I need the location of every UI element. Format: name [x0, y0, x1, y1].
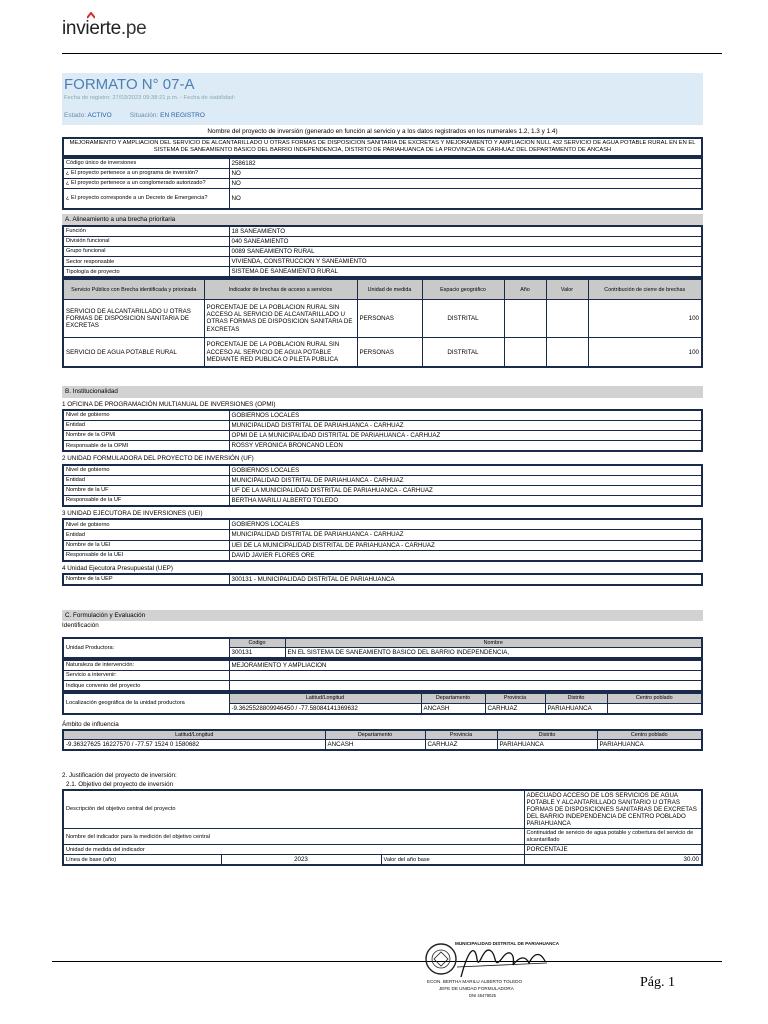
cell: 100 [588, 337, 702, 367]
column-header: Departamento [325, 730, 425, 740]
ambito-table [62, 729, 703, 751]
row-value: 040 SANEAMIENTO [229, 236, 702, 246]
table-row [63, 740, 702, 751]
cell: PARIAHUANCA [497, 740, 597, 751]
row-value: 2586182 [229, 158, 702, 169]
logo-prefix: inv [62, 18, 86, 39]
invierte-logo [62, 18, 146, 40]
row-label: Responsable de la OPMI [63, 441, 229, 452]
up-codigo: 300131 [229, 647, 285, 658]
row-value: 18 SANEAMIENTO [229, 226, 702, 237]
cell [546, 337, 588, 367]
table-row [63, 299, 702, 337]
row-label: Entidad [63, 475, 229, 485]
cell: CARHUAZ [485, 703, 545, 714]
column-header: Valor [546, 279, 588, 299]
uep-title: 4 Unidad Ejecutora Presupuestal (UEP) [62, 564, 173, 572]
estado-label: Estado: [64, 112, 87, 119]
base-year: 2023 [221, 855, 381, 866]
row-label: Código único de inversiones [63, 158, 229, 169]
uei-title: 3 UNIDAD EJECUTORA DE INVERSIONES (UEI) [62, 510, 203, 518]
column-header: Unidad de medida [357, 279, 422, 299]
column-header: Espacio geográfico [422, 279, 504, 299]
uf-table [62, 464, 703, 508]
row-value [229, 671, 702, 681]
row-label: Nivel de gobierno [63, 519, 229, 530]
project-name-title: Nombre del proyecto de inversión (generado en función al servicio y a los datos registrados en los numerales 1.2, 1.3 y 1.4) [207, 128, 558, 135]
table-row [63, 236, 702, 246]
cell: PARIAHUANCA [597, 740, 702, 751]
row-value: UEI DE LA MUNICIPALIDAD DISTRITAL DE PARIAHUANCA - CARHUAZ [229, 540, 702, 550]
row-label: ¿ El proyecto pertenece a un conglomerado autorizado? [63, 178, 229, 188]
cell [504, 299, 546, 337]
table-row [63, 829, 702, 845]
table-row [63, 441, 702, 452]
row-value: GOBIERNOS LOCALES [229, 465, 702, 476]
stamp-line-3: JEFE DE UNIDAD FORMULADORA [439, 986, 514, 991]
stamp-line-2: ECON. BERTHA MARILU ALBERTO TOLEDO [427, 979, 523, 984]
row-value: NO [229, 189, 702, 209]
cell: PORCENTAJE DE LA POBLACION RURAL SIN ACCESO AL SERVICIO DE AGUA POTABLE MEDIANTE RED PUBLICA O PILETA PUBLICA [204, 337, 357, 367]
row-label: Unidad Productora: [63, 638, 229, 658]
row-label: Nivel de gobierno [63, 465, 229, 476]
row-label: Descripción del objetivo central del proyecto [63, 790, 524, 829]
table-row [63, 681, 702, 692]
column-header: Provincia [425, 730, 497, 740]
table-row [63, 431, 702, 441]
column-header: Provincia [485, 693, 545, 703]
table-row [63, 540, 702, 550]
row-label: División funcional [63, 236, 229, 246]
column-header: Codigo [229, 638, 285, 648]
general-table [62, 157, 703, 210]
spacer [62, 368, 703, 382]
table-row [63, 790, 702, 829]
table-row [63, 226, 702, 237]
table-row [63, 574, 702, 585]
row-label: Nombre de la UEP [63, 574, 229, 585]
project-name-text: MEJORAMIENTO Y AMPLIACION DEL SERVICIO DE ALCANTARILLADO U OTRAS FORMAS DE DISPOSICION SANITARIA DE EXCRETAS Y MEJORAMIENTO Y AMPLIACION NULL 432 SERVICIO DE AGUA POTABLE RURAL EN EN EL SISTEMA DE SANEAMIENTO BASICO DEL BARRIO INDEPENDENCIA, DISTRITO DE PARIAHUANCA DE LA PROVINCIA DE CARHUAZ DEL DEPARTAMENTO DE ANCASH [63, 138, 702, 155]
table-row [63, 638, 702, 648]
estado-value: ACTIVO [87, 112, 112, 119]
spacer [62, 751, 703, 769]
row-label: Naturaleza de intervención: [63, 660, 229, 671]
row-label: Función [63, 226, 229, 237]
table-row [63, 421, 702, 431]
table-row [63, 855, 702, 866]
table-row [63, 247, 702, 257]
row-label: Responsable de la UEI [63, 550, 229, 561]
table-row [63, 845, 702, 855]
column-header: Latitud/Longitud [63, 730, 325, 740]
cell: PERSONAS [357, 337, 422, 367]
unidad-productora-table [62, 637, 703, 659]
brecha-table [62, 278, 703, 368]
row-label: Entidad [63, 530, 229, 540]
section-a-header: A. Alineamiento a una brecha prioritaria [62, 214, 703, 225]
table-row [63, 730, 702, 740]
stamp-line-4: DNI 45479025 [469, 993, 497, 998]
row-label: Nivel de gobierno [63, 410, 229, 421]
table-row [63, 189, 702, 209]
footer-divider [52, 961, 722, 962]
page-number: Pág. 1 [640, 975, 675, 990]
objetivo-table [62, 789, 703, 867]
column-header: Departamento [421, 693, 485, 703]
cell: SERVICIO DE ALCANTARILLADO U OTRAS FORMAS DE DISPOSICION SANITARIA DE EXCRETAS [63, 299, 204, 337]
logo-suffix: erte [89, 18, 121, 39]
signature-stamp-icon [417, 937, 567, 1003]
spacer [62, 586, 703, 606]
table-row [63, 671, 702, 681]
row-value: BERTHA MARILU ALBERTO TOLEDO [229, 495, 702, 506]
column-header: Latitud/Longitud [229, 693, 421, 703]
table-row [63, 475, 702, 485]
row-label: Nombre del indicador para la medición del objetivo central [63, 829, 524, 845]
table-row [63, 530, 702, 540]
row-label: Sector responsable [63, 257, 229, 267]
column-header: Contribución de cierre de brechas [588, 279, 702, 299]
identificacion-title: Identificación [62, 622, 99, 630]
stamp-line-1: MUNICIPALIDAD DISTRITAL DE PARIAHUANCA [455, 941, 560, 946]
table-row [63, 178, 702, 188]
column-header: Servicio Público con Brecha identificada y priorizada [63, 279, 204, 299]
row-value: SISTEMA DE SANEAMIENTO RURAL [229, 267, 702, 278]
alineamiento-table [62, 225, 703, 279]
situacion-label: Situación: [129, 112, 159, 119]
table-row [63, 550, 702, 561]
row-label: Nombre de la UF [63, 485, 229, 495]
row-label: Unidad de medida del indicador [63, 845, 524, 855]
column-header: Centro poblado [597, 730, 702, 740]
base-value: 30.00 [524, 855, 702, 866]
brecha-header-row [63, 279, 702, 299]
cell: -9.3625528809946450 / -77.58084141369632 [229, 703, 421, 714]
header-divider [62, 53, 722, 54]
column-header: Indicador de brechas de acceso a servicios [204, 279, 357, 299]
row-value: MUNICIPALIDAD DISTRITAL DE PARIAHUANCA - CARHUAZ [229, 475, 702, 485]
opmi-title: 1 OFICINA DE PROGRAMACIÓN MULTIANUAL DE INVERSIONES (OPMI) [62, 400, 276, 408]
column-header: Nombre [285, 638, 702, 648]
project-name-table [62, 137, 703, 156]
row-value: Continuidad de servicio de agua potable y cobertura del servicio de alcantarillado [524, 829, 702, 845]
uep-table [62, 573, 703, 586]
format-header [62, 73, 703, 125]
row-label: Localización geográfica de la unidad productora [63, 693, 229, 713]
justificacion-title: 2. Justificación del proyecto de inversión: [62, 772, 177, 780]
cell: DISTRITAL [422, 299, 504, 337]
cell [607, 703, 702, 714]
cell: 100 [588, 299, 702, 337]
table-row [63, 519, 702, 530]
table-row [63, 485, 702, 495]
up-nombre: EN EL SISTEMA DE SANEAMIENTO BASICO DEL BARRIO INDEPENDENCIA, [285, 647, 702, 658]
row-label: Indique convenio del proyecto [63, 681, 229, 692]
cell: SERVICIO DE AGUA POTABLE RURAL [63, 337, 204, 367]
cell [546, 299, 588, 337]
table-row [63, 495, 702, 506]
table-row [63, 267, 702, 278]
status-line [64, 112, 205, 119]
row-label: Valor del año base [381, 855, 524, 866]
table-row [63, 158, 702, 169]
row-label: Servicio a intervenir: [63, 671, 229, 681]
logo-arrow-icon [87, 12, 95, 20]
registration-date: Fecha de registro: 27/03/2023 09:38:21 p.m. - Fecha de viabilidad: [64, 95, 236, 101]
cell: ANCASH [421, 703, 485, 714]
row-label: Nombre de la UEI [63, 540, 229, 550]
table-row [63, 693, 702, 703]
section-c-header: C. Formulación y Evaluación [62, 610, 703, 621]
intervencion-table [62, 659, 703, 692]
row-value: MUNICIPALIDAD DISTRITAL DE PARIAHUANCA - CARHUAZ [229, 530, 702, 540]
cell [504, 337, 546, 367]
row-value: MEJORAMIENTO Y AMPLIACION [229, 660, 702, 671]
logo-i-letter: i [85, 18, 89, 40]
row-label: ¿ El proyecto corresponde a un Decreto de Emergencia? [63, 189, 229, 209]
row-value: GOBIERNOS LOCALES [229, 410, 702, 421]
row-label: Nombre de la OPMI [63, 431, 229, 441]
document-body [62, 127, 703, 866]
table-row [63, 410, 702, 421]
opmi-table [62, 409, 703, 453]
row-value: ROSSY VERONICA BRONCANO LEON [229, 441, 702, 452]
cell: CARHUAZ [425, 740, 497, 751]
cell: ANCASH [325, 740, 425, 751]
objetivo-title: 2.1. Objetivo del proyecto de inversión [66, 780, 174, 788]
page-title: FORMATO N° 07-A [64, 76, 195, 93]
localizacion-table [62, 692, 703, 714]
situacion-value: EN REGISTRO [160, 112, 205, 119]
column-header: Año [504, 279, 546, 299]
row-value: UF DE LA MUNICIPALIDAD DISTRITAL DE PARIAHUANCA - CARHUAZ [229, 485, 702, 495]
cell: PARIAHUANCA [545, 703, 607, 714]
row-label: Grupo funcional [63, 247, 229, 257]
column-header: Distrito [497, 730, 597, 740]
cell: PORCENTAJE DE LA POBLACION RURAL SIN ACCESO AL SERVICIO DE ALCANTARILLADO U OTRAS FORMAS DE DISPOSICION SANITARIA DE EXCRETAS [204, 299, 357, 337]
row-value: 0089 SANEAMIENTO RURAL [229, 247, 702, 257]
table-row [63, 257, 702, 267]
cell: -9.36327625 16227570 / -77.57 1524 0 1580682 [63, 740, 325, 751]
uei-table [62, 518, 703, 562]
row-value: PORCENTAJE [524, 845, 702, 855]
logo-domain: .pe [120, 18, 147, 39]
row-label: Entidad [63, 421, 229, 431]
row-value: OPMI DE LA MUNICIPALIDAD DISTRITAL DE PARIAHUANCA - CARHUAZ [229, 431, 702, 441]
table-row [63, 660, 702, 671]
uf-title: 2 UNIDAD FORMULADORA DEL PROYECTO DE INVERSIÓN (UF) [62, 455, 254, 463]
section-b-header: B. Institucionalidad [62, 386, 703, 397]
row-value: ADECUADO ACCESO DE LOS SERVICIOS DE AGUA POTABLE Y ALCANTARILLADO SANITARIO U OTRAS FORMAS DE DISPOSICIONES SANITARIAS DE EXCRETAS DEL BARRIO INDEPENDENCIA DE CENTRO POBLADO PARIAHUANCA [524, 790, 702, 829]
table-row [63, 337, 702, 367]
ambito-title: Ámbito de influencia [62, 720, 119, 728]
row-label: ¿ El proyecto pertenece a un programa de inversión? [63, 168, 229, 178]
row-label: Línea de base (año) [63, 855, 221, 866]
cell: PERSONAS [357, 299, 422, 337]
table-row [63, 168, 702, 178]
row-value: DAVID JAVIER FLORES ORE [229, 550, 702, 561]
row-value: MUNICIPALIDAD DISTRITAL DE PARIAHUANCA - CARHUAZ [229, 421, 702, 431]
row-value: VIVIENDA, CONSTRUCCION Y SANEAMIENTO [229, 257, 702, 267]
row-label: Responsable de la UF [63, 495, 229, 506]
row-label: Tipología de proyecto [63, 267, 229, 278]
table-row [63, 465, 702, 476]
cell: DISTRITAL [422, 337, 504, 367]
row-value: NO [229, 178, 702, 188]
column-header: Distrito [545, 693, 607, 703]
row-value: GOBIERNOS LOCALES [229, 519, 702, 530]
row-value: 300131 - MUNICIPALIDAD DISTRITAL DE PARIAHUANCA [229, 574, 702, 585]
column-header: Centro poblado [607, 693, 702, 703]
row-value [229, 681, 702, 692]
row-value: NO [229, 168, 702, 178]
